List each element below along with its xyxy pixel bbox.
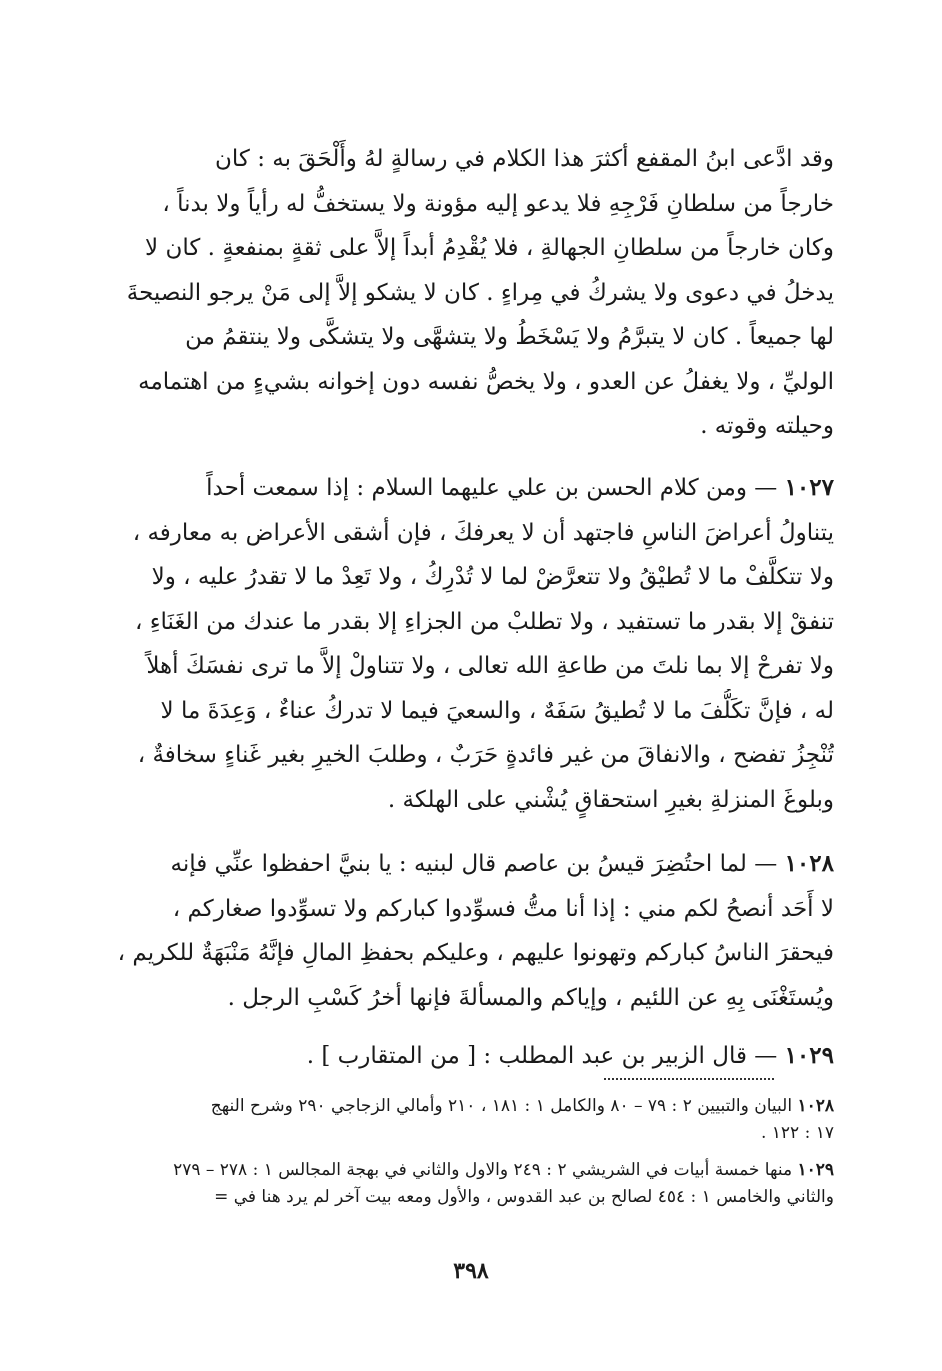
paragraph-ibn-muqaffa <box>112 137 834 449</box>
footnote-line <box>112 1157 834 1184</box>
text-line <box>112 842 834 887</box>
text-line: وقد ادَّعى ابنُ المقفع أكثرَ هذا الكلام في رسالةٍ لهُ وأَلْحَقَ به : كان <box>215 146 834 172</box>
paragraph-1027 <box>112 466 834 822</box>
text-line: ويُستَغْنَى بِهِ عن اللئيم ، وإياكم والمسألةَ فإنها أخرُ كَسْبِ الرجل . <box>227 984 834 1011</box>
footnote-separator <box>604 1078 774 1080</box>
line-text: — لما احتُضِرَ قيسُ بن عاصم قال لبنيه : يا بنيَّ احفظوا عنِّي فإنه <box>170 851 778 877</box>
text-line: تنفقْ إلا بقدر ما تستفيد ، ولا تطلبْ من الجزاءِ إلا بقدر ما عندك من الغَنَاءِ ، <box>134 608 834 635</box>
text-line: لا أَحَد أنصحُ لكم مني : إذا أنا متُّ فسوِّدوا كباركم ولا تسوِّدوا صغاركم ، <box>172 895 834 922</box>
text-line: ولا تفرحْ إلا بما نلتَ من طاعةِ الله تعالى ، ولا تتناولْ إلاَّ ما ترى نفسَكَ أهلاً <box>146 653 834 679</box>
text-line: ولا تتكلَّفْ ما لا تُطيْقُ ولا تتعرَّضْ لما لا تُدْرِكُ ، ولا تَعِدْ ما لا تقدرُ عليه ، ولا <box>151 564 834 590</box>
footnote-1029 <box>112 1157 834 1211</box>
paragraph-1029 <box>112 1034 834 1079</box>
footnote-1028 <box>112 1093 834 1147</box>
text-line: يتناولُ أعراضَ الناسِ فاجتهد أن لا يعرفكَ ، فإن أشقى الأعراض به معارفه ، <box>132 519 834 546</box>
text-line <box>112 466 834 511</box>
entry-number: ١٠٢٧ <box>784 474 834 501</box>
line-text: منها خمسة أبيات في الشريشي ٢ : ٢٤٩ والاول والثاني في بهجة المجالس ١ : ٢٧٨ – ٢٧٩ <box>173 1160 793 1180</box>
text-line: وحيلته وقوته . <box>700 413 834 439</box>
entry-number: ١٠٢٨ <box>784 850 834 877</box>
page-number: ٣٩٨ <box>453 1258 489 1284</box>
entry-number: ١٠٢٩ <box>784 1042 834 1069</box>
footnotes <box>112 1093 834 1211</box>
text-line: وبلوغَ المنزلةِ بغيرِ استحقاقٍ يُشْني على الهلكة . <box>387 786 834 813</box>
text-line: تُنْجِزُ تفضح ، والانفاقَ من غير فائدةٍ حَرَبٌ ، وطلبَ الخيرِ بغير غَناءٍ سخافةٌ ، <box>137 742 834 768</box>
text-line: فيحقرَ الناسُ كباركم وتهونوا عليهم ، وعليكم بحفظِ المالِ فإنَّهُ مَنْبَهَةٌ للكريم ، <box>117 940 834 966</box>
paragraph-1028 <box>112 842 834 1020</box>
text-line: يدخلُ في دعوى ولا يشركُ في مِراءٍ . كان لا يشكو إلاَّ إلى مَنْ يرجو النصيحةَ <box>126 279 834 306</box>
text-line: وكان خارجاً من سلطانِ الجهالةِ ، فلا يُقْدِمُ أبداً إلاَّ على ثقةٍ بمنفعةٍ . كان لا <box>145 235 834 261</box>
text-line: خارجاً من سلطانِ فَرْجِهِ فلا يدعو إليه مؤونة ولا يستخفُّ له رأياً ولا بدناً ، <box>162 190 834 217</box>
footnote-line: والثاني والخامس ١ : ٤٥٤ لصالح بن عبد القدوس ، والأول ومعه بيت آخر لم يرد هنا في = <box>214 1187 834 1207</box>
text-line: له ، فإنَّ تكَلُّفَ ما لا تُطيقُ سَفَهٌ ، والسعيَ فيما لا تدركُ عناءٌ ، وَعِدَةَ ما لا <box>160 697 834 724</box>
text-line: الوليِّ ، ولا يغفلُ عن العدو ، ولا يخصُّ نفسه دون إخوانه بشيءٍ من اهتمامه <box>138 368 834 395</box>
footnote-number: ١٠٢٩ <box>797 1160 834 1180</box>
text-line <box>112 1034 834 1079</box>
footnote-line <box>112 1093 834 1120</box>
footnote-line: ١٧ : ١٢٢ . <box>760 1123 834 1143</box>
line-text: — ومن كلام الحسن بن علي عليهما السلام : إذا سمعت أحداً <box>206 475 778 501</box>
footnote-number: ١٠٢٨ <box>797 1096 834 1116</box>
line-text: — قال الزبير بن عبد المطلب : [ من المتقارب ] . <box>306 1043 778 1069</box>
text-line: لها جميعاً . كان لا يتبرَّمُ ولا يَسْخَطُ ولا يتشهَّى ولا يتشكَّى ولا ينتقمُ من <box>185 324 834 350</box>
line-text: البيان والتبيين ٢ : ٧٩ – ٨٠ والكامل ١ : ١٨١ ، ٢١٠ وأمالي الزجاجي ٢٩٠ وشرح النهج <box>210 1096 793 1116</box>
